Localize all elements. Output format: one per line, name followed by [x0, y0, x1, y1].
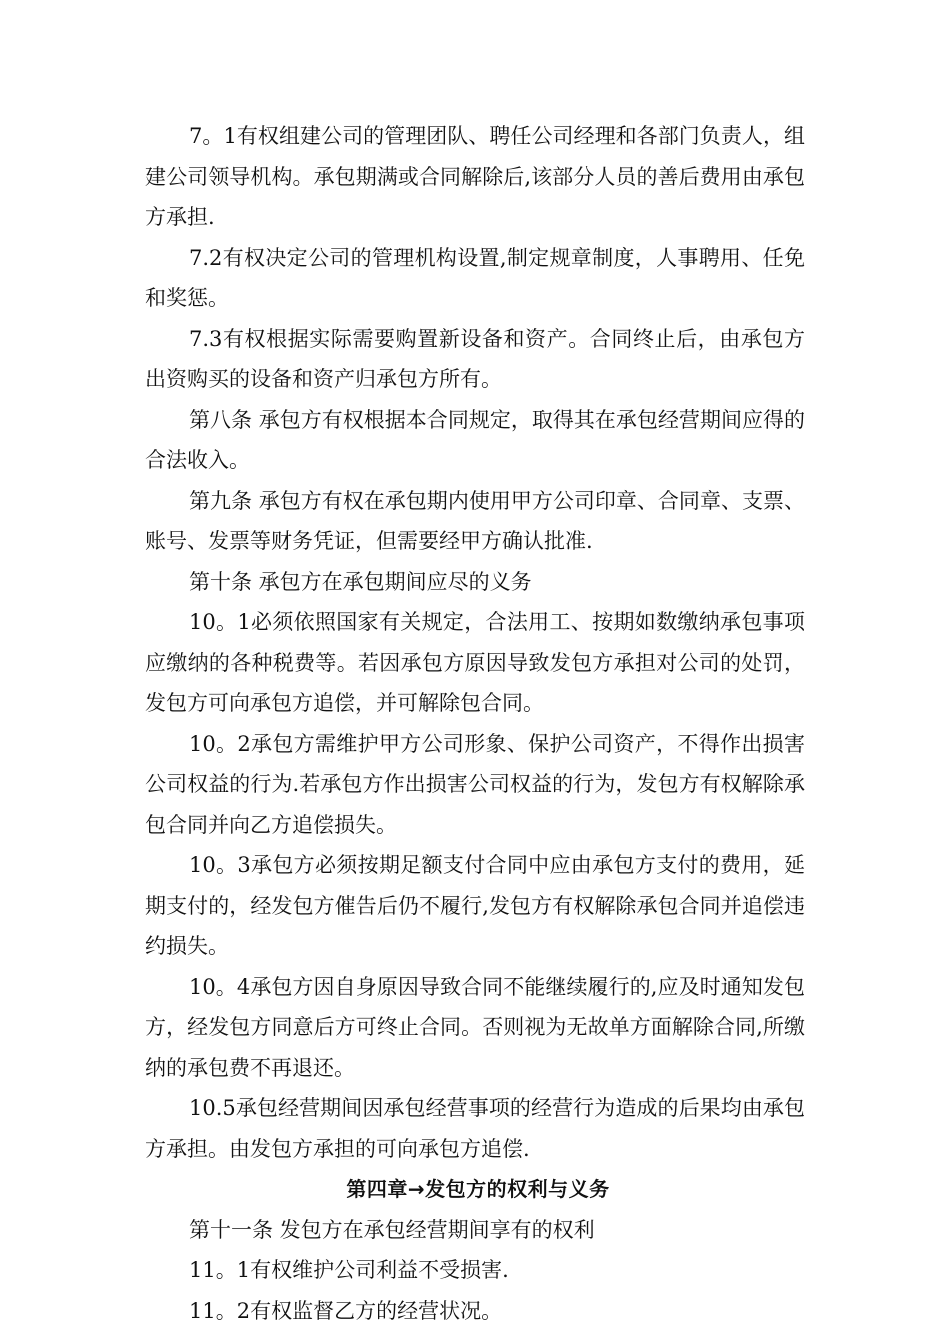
article-8: 第八条 承包方有权根据本合同规定，取得其在承包经营期间应得的合法收入。	[145, 407, 805, 472]
article-9: 第九条 承包方有权在承包期内使用甲方公司印章、合同章、支票、账号、发票等财务凭证，但需要经甲方确认批准.	[145, 488, 805, 553]
article-11: 第十一条 发包方在承包经营期间享有的权利	[189, 1217, 595, 1242]
clause-7-2: 7.2有权决定公司的管理机构设置,制定规章制度，人事聘用、任免和奖惩。	[145, 245, 805, 310]
document-body	[145, 116, 805, 1331]
clause-10-1: 10。1必须依照国家有关规定，合法用工、按期如数缴纳承包事项应缴纳的各种税费等。若因承包方原因导致发包方承担对公司的处罚，发包方可向承包方追偿，并可解除包合同。	[145, 610, 805, 715]
clause-7-3: 7.3有权根据实际需要购置新设备和资产。合同终止后，由承包方出资购买的设备和资产归承包方所有。	[145, 326, 805, 391]
clause-11-1: 11。1有权维护公司利益不受损害.	[189, 1258, 509, 1282]
clause-10-3: 10。3承包方必须按期足额支付合同中应由承包方支付的费用，延期支付的，经发包方催告后仍不履行,发包方有权解除承包合同并追偿违约损失。	[145, 853, 805, 958]
clause-11-2: 11。2有权监督乙方的经营状况。	[189, 1298, 503, 1323]
clause-10-2: 10。2承包方需维护甲方公司形象、保护公司资产，不得作出损害公司权益的行为.若承包方作出损害公司权益的行为，发包方有权解除承包合同并向乙方追偿损失。	[145, 731, 805, 837]
chapter-4-heading: 第四章→发包方的权利与义务	[346, 1177, 610, 1201]
clause-10-4: 10。4承包方因自身原因导致合同不能继续履行的,应及时通知发包方，经发包方同意后方可终止合同。否则视为无故单方面解除合同,所缴纳的承包费不再退还。	[145, 974, 805, 1080]
clause-10-5: 10.5承包经营期间因承包经营事项的经营行为造成的后果均由承包方承担。由发包方承担的可向承包方追偿.	[145, 1096, 805, 1161]
article-10: 第十条 承包方在承包期间应尽的义务	[189, 569, 532, 594]
clause-7-1: 7。1有权组建公司的管理团队、聘任公司经理和各部门负责人，组建公司领导机构。承包期满或合同解除后,该部分人员的善后费用由承包方承担.	[145, 124, 805, 229]
